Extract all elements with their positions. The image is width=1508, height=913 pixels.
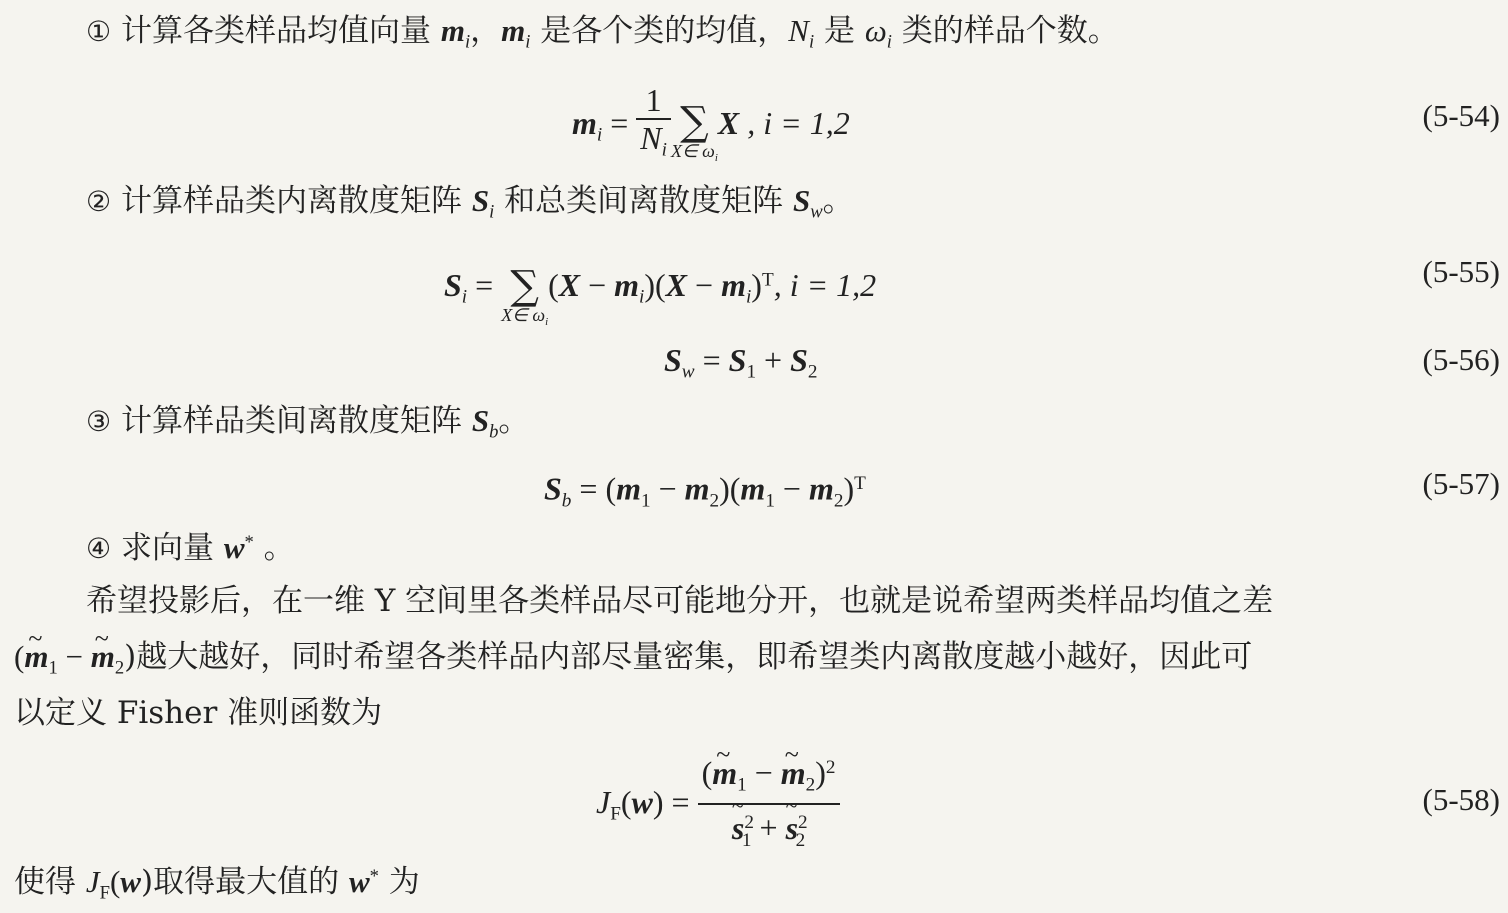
- symbol-J: J: [596, 783, 611, 820]
- paren-open: (: [620, 783, 632, 820]
- minus-sign: −: [57, 639, 91, 674]
- equation-number-5-56: (5-56): [1422, 342, 1500, 377]
- subscript-1: 1: [48, 657, 58, 679]
- fraction-numerator: [698, 750, 840, 805]
- equation-tail: , i = 1,2: [739, 104, 850, 141]
- paren-close: ): [751, 266, 762, 303]
- final-line-text-c: 为: [378, 864, 420, 901]
- symbol-w: w: [120, 864, 141, 900]
- symbol-S: S: [790, 342, 808, 378]
- symbol-m-tilde: ~ m: [712, 755, 737, 791]
- step-4-end: 。: [253, 530, 295, 567]
- paren-close: ): [815, 754, 826, 791]
- symbol-S: S: [444, 266, 462, 303]
- paren-open: (: [729, 470, 741, 507]
- paren-open: (: [655, 266, 666, 303]
- sigma-symbol: ∑: [680, 98, 709, 145]
- step-2-text-a: 计算样品类内离散度矩阵: [111, 183, 472, 219]
- equals-sign: =: [571, 470, 606, 507]
- summation-limit: [501, 306, 548, 331]
- equation-5-57: [544, 464, 866, 521]
- subscript-F: F: [99, 882, 110, 904]
- square-superscript: 2: [744, 812, 754, 834]
- paren-close: ): [652, 783, 664, 820]
- symbol-w: w: [348, 864, 370, 900]
- equation-5-56: [664, 340, 817, 393]
- equation-5-55: [444, 244, 876, 331]
- step-1-marker: ①: [86, 15, 112, 48]
- step-3-end: 。: [498, 403, 530, 439]
- step-3-line: [86, 402, 529, 452]
- symbol-w: w: [631, 783, 653, 820]
- step-3-text-a: 计算样品类间离散度矩阵: [111, 403, 472, 439]
- subscript-1: 1: [765, 490, 775, 512]
- paragraph-line-3: 以定义 Fisher 准则函数为: [14, 695, 383, 731]
- subscript-F: F: [610, 803, 621, 825]
- paren-open: (: [701, 754, 713, 791]
- paragraph-line-1: 希望投影后，在一维 Y 空间里各类样品尽可能地分开，也就是说希望两类样品均值之差: [86, 583, 1274, 619]
- summation-operator: [501, 263, 549, 331]
- subscript-i: i: [525, 31, 531, 53]
- symbol-s-tilde: ~ s: [786, 810, 798, 846]
- fraction-denominator: [636, 120, 671, 169]
- subscript-2: 2: [833, 490, 844, 512]
- symbol-m: m: [501, 13, 526, 48]
- paren-close: ): [843, 470, 855, 507]
- minus-sign: −: [746, 754, 781, 791]
- fraction: [636, 82, 671, 169]
- step-2-line: [86, 182, 854, 232]
- subscript-i: i: [745, 286, 752, 308]
- transpose-superscript: T: [854, 473, 866, 494]
- subscript-i: i: [464, 31, 471, 53]
- equation-number-5-54: (5-54): [1422, 98, 1500, 133]
- equation-tail: , i = 1,2: [773, 266, 877, 303]
- summation-operator: [670, 98, 718, 167]
- subscript-i: i: [596, 124, 603, 146]
- symbol-S: S: [544, 470, 562, 507]
- sum-limit-text: X∈ ω: [670, 140, 715, 161]
- subscript-i: i: [808, 31, 815, 53]
- subscript-b: b: [489, 421, 499, 443]
- paren-close: ): [644, 266, 656, 303]
- symbol-s-tilde: ~ s: [732, 810, 744, 846]
- minus-sign: −: [774, 470, 809, 507]
- final-line-text-b: )取得最大值的: [140, 864, 349, 901]
- symbol-m: m: [684, 470, 710, 507]
- subscript-2: 2: [709, 490, 720, 512]
- step-2-end: 。: [822, 183, 854, 219]
- plus-sign: +: [751, 809, 786, 846]
- step-4-text-a: 求向量: [111, 530, 224, 567]
- symbol-S: S: [471, 403, 490, 438]
- equation-number-5-58: (5-58): [1422, 782, 1500, 817]
- equals-sign: =: [602, 104, 637, 141]
- step-1-line: [86, 12, 1119, 62]
- subscript-i: i: [886, 31, 892, 53]
- sum-limit-text: X∈ ω: [501, 305, 546, 325]
- subscript-2: 2: [807, 361, 818, 383]
- symbol-m: m: [740, 470, 766, 507]
- symbol-S: S: [792, 183, 811, 218]
- paren-open: (: [14, 639, 25, 674]
- symbol-S: S: [728, 342, 747, 378]
- paragraph-line-2: [14, 638, 1252, 688]
- paren-open: (: [109, 864, 121, 900]
- subscript-b: b: [561, 490, 572, 512]
- subscript-1: 1: [746, 361, 757, 383]
- symbol-X: X: [558, 266, 581, 303]
- separator: ，: [470, 13, 502, 49]
- subscript-i: i: [461, 286, 468, 308]
- symbol-m-tilde: ~ m: [91, 638, 115, 676]
- symbol-N: N: [640, 120, 662, 156]
- step-4-marker: ④: [86, 532, 112, 566]
- symbol-w: w: [223, 530, 245, 566]
- paren-open: (: [605, 470, 617, 507]
- subscript-1: 1: [640, 490, 651, 512]
- equation-5-54: [572, 82, 850, 169]
- equation-number-5-55: (5-55): [1422, 254, 1500, 289]
- sum-limit-subscript: i: [714, 151, 718, 164]
- symbol-m: m: [808, 470, 834, 507]
- symbol-m: m: [614, 266, 640, 303]
- symbol-S: S: [471, 183, 490, 218]
- paren-close: ): [719, 470, 730, 507]
- step-4-line: [86, 524, 295, 568]
- symbol-X: X: [717, 104, 740, 141]
- sigma-symbol: ∑: [510, 263, 539, 309]
- symbol-J: J: [85, 864, 100, 900]
- minus-sign: −: [687, 266, 722, 303]
- fraction-numerator: 1: [636, 82, 671, 120]
- subscript-w: w: [681, 361, 695, 383]
- step-1-text-c: 是: [814, 13, 865, 49]
- subscript-2: 2: [795, 829, 806, 851]
- step-3-marker: ③: [86, 405, 112, 438]
- symbol-m: m: [572, 104, 597, 141]
- subscript-w: w: [810, 201, 823, 223]
- step-2-text-b: 和总类间离散度矩阵: [494, 183, 793, 219]
- equals-sign: =: [694, 342, 729, 378]
- symbol-m-tilde: ~ m: [24, 638, 48, 676]
- summation-limit: [671, 142, 718, 167]
- transpose-superscript: T: [761, 269, 774, 291]
- symbol-omega: ω: [864, 13, 887, 48]
- equals-sign: =: [663, 783, 698, 820]
- symbol-S: S: [664, 342, 682, 378]
- step-1-text-a: 计算各类样品均值向量: [111, 13, 441, 49]
- subscript-2: 2: [114, 657, 125, 679]
- fraction: [698, 750, 840, 859]
- symbol-m: m: [616, 470, 641, 507]
- subscript-1: 1: [741, 829, 752, 851]
- equation-5-58: [596, 750, 840, 859]
- square-superscript: 2: [825, 757, 836, 778]
- symbol-X: X: [665, 266, 688, 303]
- equation-number-5-57: (5-57): [1422, 466, 1500, 501]
- equals-sign: =: [467, 266, 502, 303]
- plus-sign: +: [756, 342, 791, 378]
- subscript-1: 1: [737, 774, 747, 796]
- symbol-m: m: [440, 13, 465, 48]
- subscript-2: 2: [805, 774, 816, 796]
- symbol-m: m: [721, 266, 746, 303]
- symbol-m-tilde: ~ m: [781, 755, 806, 791]
- fraction-denominator: [698, 805, 840, 858]
- star-superscript: *: [244, 532, 254, 553]
- subscript-i: i: [639, 286, 645, 308]
- symbol-N: N: [788, 13, 809, 48]
- minus-sign: −: [650, 470, 685, 507]
- paragraph-line-2-text: )越大越好，同时希望各类样品内部尽量密集，即希望类内离散度越小越好，因此可: [124, 639, 1253, 675]
- paren-open: (: [548, 266, 559, 303]
- sum-limit-subscript: i: [545, 315, 549, 328]
- step-1-text-b: 是各个类的均值，: [530, 13, 789, 49]
- minus-sign: −: [580, 266, 615, 303]
- subscript-i: i: [489, 201, 495, 223]
- subscript-i: i: [661, 139, 667, 161]
- square-superscript: 2: [798, 812, 808, 834]
- final-line-text-a: 使得: [14, 864, 86, 901]
- step-1-text-d: 类的样品个数。: [891, 13, 1119, 49]
- star-superscript: *: [369, 866, 379, 887]
- step-2-marker: ②: [86, 185, 112, 218]
